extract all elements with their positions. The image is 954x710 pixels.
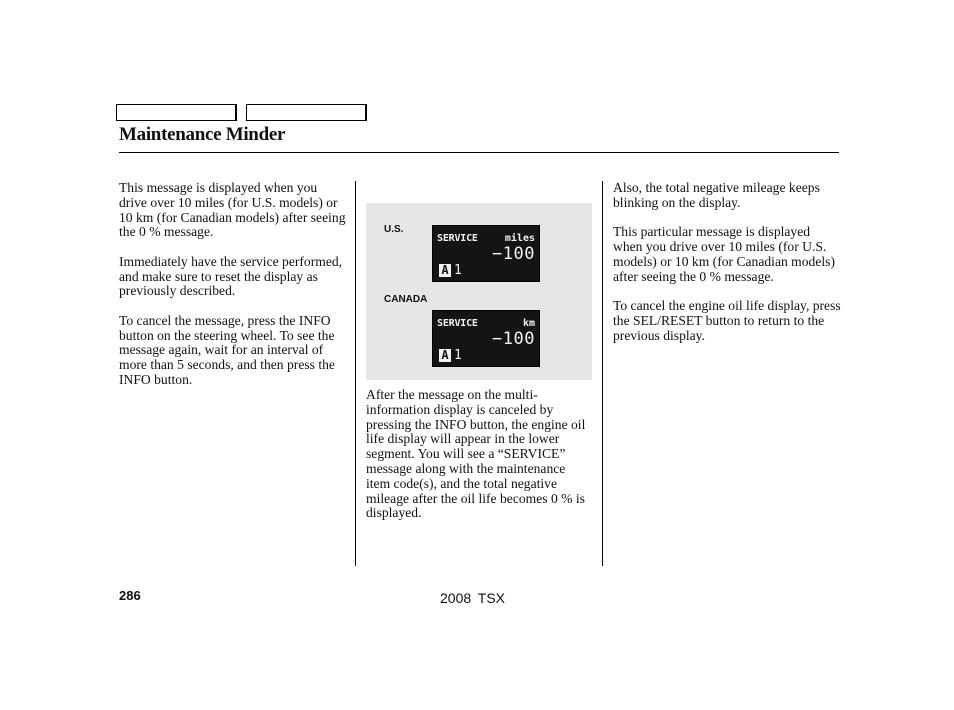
column-divider	[355, 181, 356, 566]
us-multi-information-display	[432, 225, 540, 282]
title-rule	[119, 152, 839, 153]
paragraph: This particular message is displayed when you drive over 10 miles (for U.S. models) or 10 km (for Canadian models) after seeing the 0 % message.	[613, 224, 835, 284]
column-divider	[602, 181, 603, 566]
column-middle	[366, 388, 592, 536]
paragraph: After the message on the multi-information display is canceled by pressing the INFO button, the engine oil life display will appear in the lower segment. You will see a “SERVICE” message along with the maintenance item code(s), and the total negative mileage after the oil life becomes 0 % is displayed.	[366, 387, 586, 521]
footer-model: 2008 TSX	[440, 590, 506, 606]
column-right	[613, 181, 841, 358]
negative-mileage-value: −100	[492, 244, 535, 264]
paragraph: To cancel the engine oil life display, press the SEL/RESET button to return to the previous display.	[613, 297, 841, 343]
unit-text: km	[522, 318, 535, 329]
maintenance-code-number: 1	[454, 263, 462, 278]
paragraph: Also, the total negative mileage keeps blinking on the display.	[613, 180, 820, 210]
maintenance-code-number: 1	[454, 348, 462, 363]
canada-label: CANADA	[384, 294, 428, 305]
service-text: SERVICE	[437, 318, 478, 329]
service-text: SERVICE	[437, 233, 478, 244]
canada-multi-information-display	[432, 310, 540, 367]
paragraph: Immediately have the service performed, and make sure to reset the display as previously described.	[119, 253, 343, 299]
paragraph: This message is displayed when you drive over 10 miles (for U.S. models) or 10 km (for Canadian models) after seeing the 0 % message.	[119, 180, 346, 240]
display-figure	[366, 203, 592, 380]
page-title: Maintenance Minder	[119, 124, 286, 145]
maintenance-code-letter: A	[439, 264, 451, 277]
column-left	[119, 181, 347, 402]
nav-tab-1[interactable]	[116, 104, 237, 121]
us-label: U.S.	[384, 224, 404, 235]
page-number: 286	[119, 588, 141, 603]
unit-text: miles	[504, 233, 535, 244]
maintenance-code-letter: A	[439, 349, 451, 362]
nav-tab-2[interactable]	[246, 104, 367, 121]
negative-mileage-value: −100	[492, 329, 535, 349]
paragraph: To cancel the message, press the INFO button on the steering wheel. To see the message again, wait for an interval of more than 5 seconds, and then press the INFO button.	[119, 312, 335, 387]
